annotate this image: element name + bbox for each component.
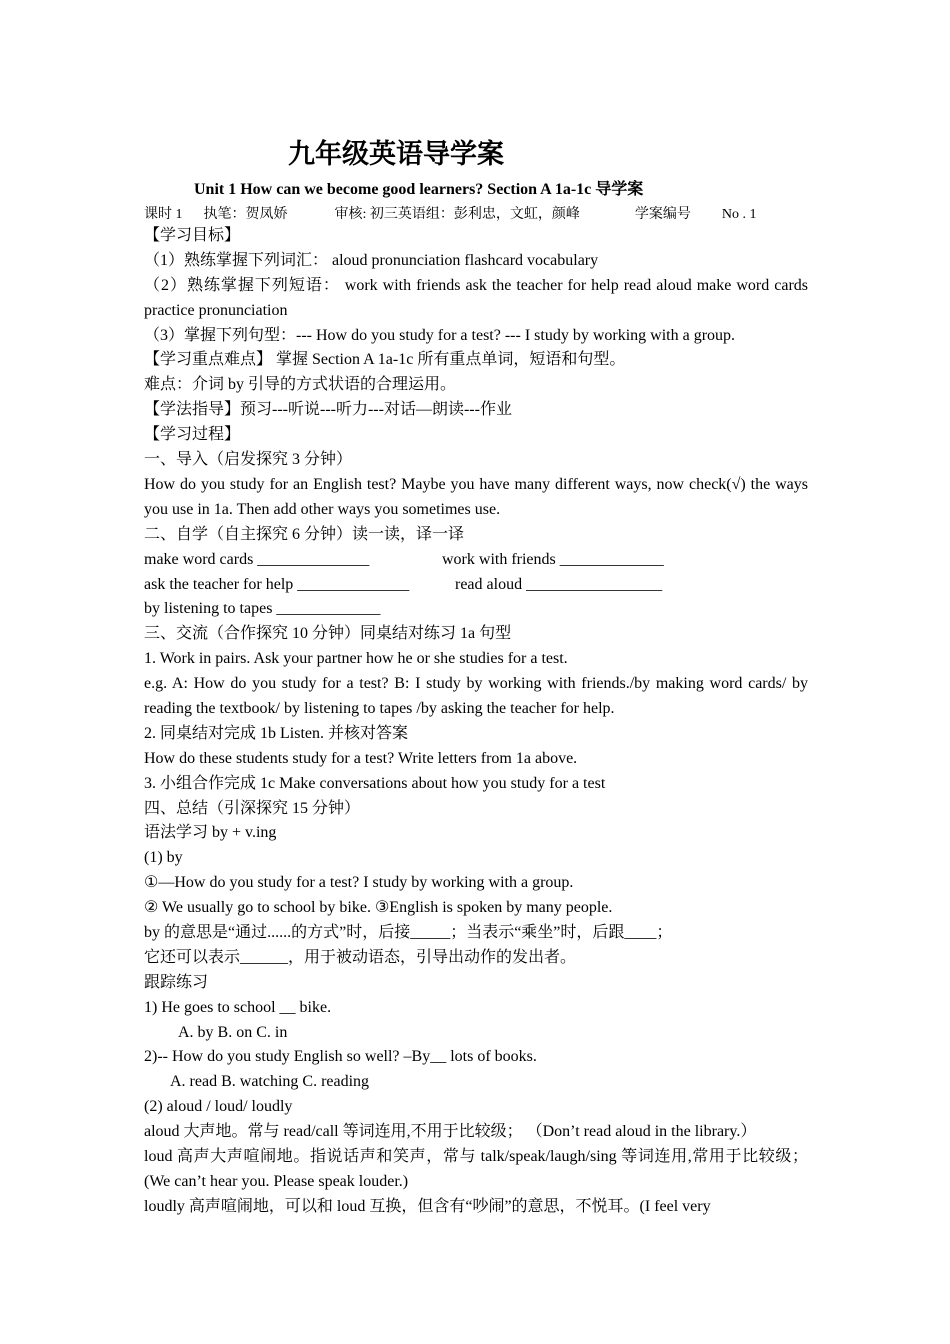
by-note-2: 它还可以表示______，用于被动语态，引导出动作的发出者。 (144, 948, 577, 966)
loud-note: loud 高声大声喧闹地。指说话声和笑声，常与 talk/speak/laugh/sing 等词连用,常用于比较级；(We can’t hear you. Please speak louder.) (144, 1148, 808, 1190)
difficulty: 难点：介词 by 引导的方式状语的合理运用。 (144, 376, 457, 394)
by-example-2: ② We usually go to school by bike. ③English is spoken by many people. (144, 899, 613, 917)
section4-header: 四、总结（引深探究 15 分钟） (144, 799, 361, 817)
practice-header: 跟踪练习 (144, 973, 209, 991)
task-1c: 3. 小组合作完成 1c Make conversations about how you study for a test (144, 774, 606, 792)
pair-work: 1. Work in pairs. Ask your partner how he or she studies for a test. (144, 650, 568, 668)
goal-phrases: （2）熟练掌握下列短语： work with friends ask the teacher for help read aloud make word cards practice pronunciation (144, 276, 808, 319)
by-example-1: ①—How do you study for a test? I study by working with a group. (144, 874, 574, 892)
section3-header: 三、交流（合作探究 10 分钟）同桌结对练习 1a 句型 (144, 625, 512, 643)
blank-make-word-cards: make word cards ______________ (144, 550, 370, 568)
example-dialog: e.g. A: How do you study for a test? B: I study by working with friends./by making word cards/ by reading the textbook/ by listening to tapes /by asking the teacher for help. (144, 675, 808, 717)
translation-row (144, 548, 808, 573)
code-value: No . 1 (721, 207, 757, 222)
goal-sentences: （3）掌握下列句型：--- How do you study for a test? --- I study by working with a group. (144, 326, 736, 344)
section1-header: 一、导入（启发探究 3 分钟） (144, 451, 353, 469)
question-2: 2)-- How do you study English so well? –By__ lots of books. (144, 1048, 537, 1066)
question-2-options: A. read B. watching C. reading (170, 1073, 370, 1091)
meta-line (144, 203, 757, 223)
blank-work-with-friends: work with friends _____________ (442, 550, 664, 568)
process-header: 【学习过程】 (144, 426, 241, 444)
blank-listening-tapes: by listening to tapes _____________ (144, 600, 381, 618)
question-1: 1) He goes to school __ bike. (144, 998, 332, 1016)
lesson-number: 课时 1 (144, 207, 183, 222)
blank-ask-teacher: ask the teacher for help ______________ (144, 575, 410, 593)
task-1b: 2. 同桌结对完成 1b Listen. 并核对答案 (144, 724, 408, 742)
method-guide: 【学法指导】预习---听说---听力---对话—朗读---作业 (144, 401, 512, 419)
grammar-aloud: (2) aloud / loud/ loudly (144, 1098, 293, 1116)
question-1-options: A. by B. on C. in (178, 1023, 288, 1041)
blank-read-aloud: read aloud _________________ (455, 575, 663, 593)
unit-subtitle: Unit 1 How can we become good learners? Section A 1a-1c 导学案 (194, 181, 644, 198)
code-label: 学案编号 (634, 207, 691, 222)
by-note-1: by 的意思是“通过......的方式”时，后接_____；当表示“乘坐”时，后跟____； (144, 924, 673, 942)
section1-text: How do you study for an English test? Maybe you have many different ways, now check(√) the ways you use in 1a. Then add other ways you sometimes use. (144, 475, 808, 518)
loudly-note: loudly 高声喧闹地，可以和 loud 互换，但含有“吵闹”的意思，不悦耳。(I feel very (144, 1197, 711, 1215)
grammar-by: (1) by (144, 849, 183, 867)
reviewer: 审核: 初三英语组：彭利忠，文虹，颜峰 (334, 207, 580, 222)
goals-header: 【学习目标】 (144, 227, 241, 244)
task-1b-question: How do these students study for a test? Write letters from 1a above. (144, 749, 578, 767)
page-title: 九年级英语导学案 (288, 139, 504, 170)
aloud-note: aloud 大声地。常与 read/call 等词连用,不用于比较级； （Don’t read aloud in the library.） (144, 1123, 757, 1141)
section2-header: 二、自学（自主探究 6 分钟）读一读，译一译 (144, 525, 465, 543)
goal-vocabulary: （1）熟练掌握下列词汇： aloud pronunciation flashcard vocabulary (144, 251, 599, 269)
author: 执笔：贺凤娇 (203, 207, 288, 222)
key-points: 【学习重点难点】 掌握 Section A 1a-1c 所有重点单词，短语和句型。 (144, 351, 626, 369)
translation-row (144, 573, 808, 598)
document-body (144, 224, 808, 1220)
grammar-title: 语法学习 by + v.ing (144, 824, 277, 842)
